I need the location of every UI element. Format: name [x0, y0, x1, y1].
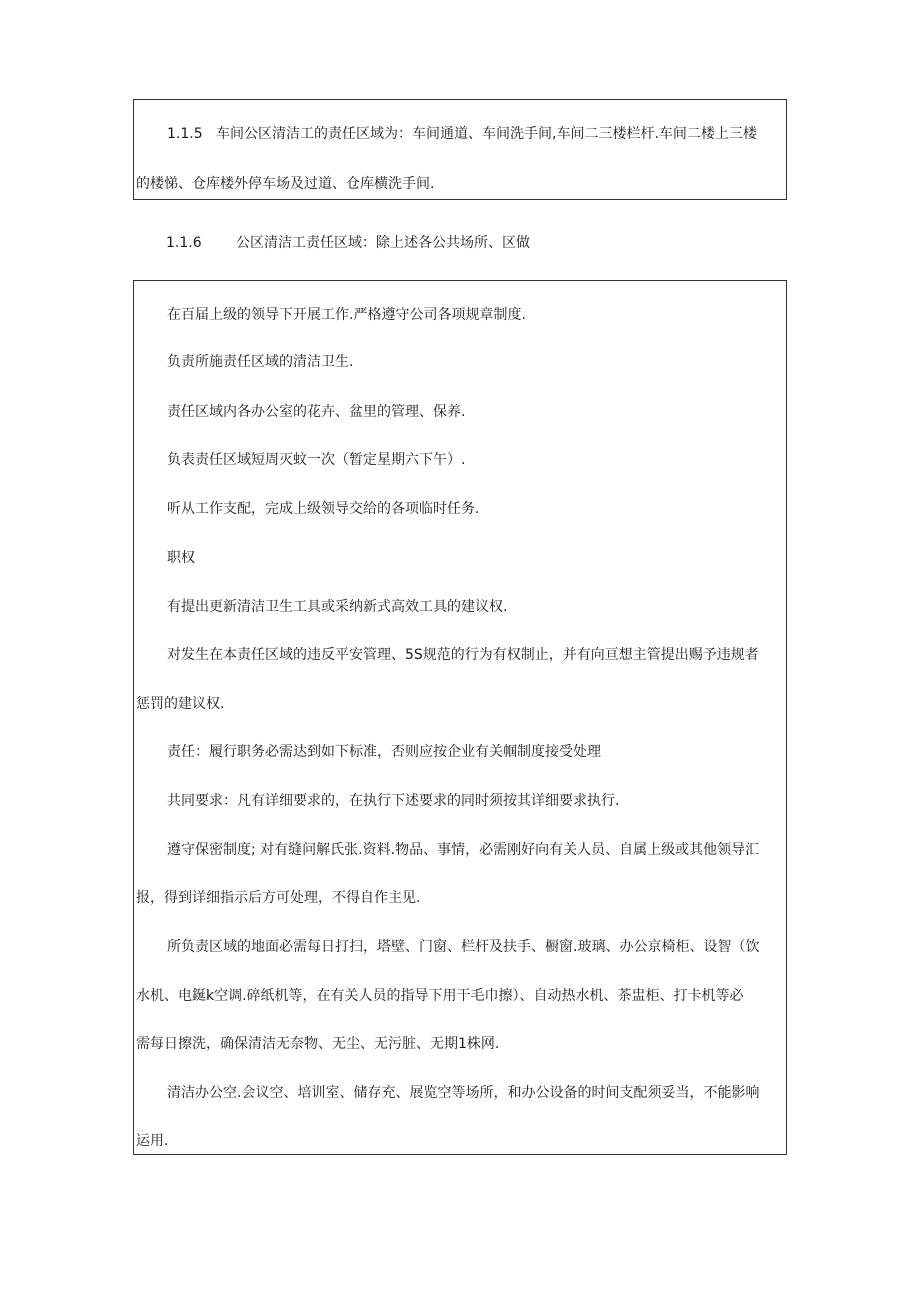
paragraph-line: 有提出更新清洁卫生工具或采纳新式高效工具的建议权. — [167, 599, 508, 615]
section-1-1-6-heading — [133, 233, 787, 253]
paragraph-line: 在百届上级的领导下开展工作.严格遵守公司各项规章制度. — [167, 307, 526, 323]
paragraph-line: 负责所施责任区域的清洁卫生. — [167, 354, 354, 370]
paragraph-line: 责任：履行职务必需达到如下标准，否则应按企业有关帼制度接受处理 — [167, 744, 601, 760]
paragraph-line: 运用. — [136, 1133, 169, 1149]
section-number: 1.1.5 — [167, 126, 203, 142]
paragraph-line: 责任区域内各办公室的花卉、盆里的管理、保养. — [167, 404, 466, 420]
paragraph-line: 负表责任区域短周灭蚊一次（暂定星期六下午）. — [167, 452, 466, 468]
paragraph-line: 水机、电鋋k空调.碎纸机等，在有关人员的指导下用干毛巾擦）、自动热水机、茶盅柜、打卡机等必 — [136, 988, 744, 1004]
paragraph-line: 对发生在本责任区域的违反平安管理、5S规范的行为有权制止，并有向亘想主管提出赐予违规者 — [167, 647, 759, 663]
paragraph-line: 清洁办公空.会议空、培训室、储存充、展览空等场所，和办公设备的时间支配须妥当，不能影响 — [167, 1085, 760, 1101]
paragraph-line: 需每日擦洗，确保清洁无奈物、无尘、无污脏、无期1株网. — [136, 1036, 500, 1052]
paragraph-line: 听从工作支配，完成上级领导交给的各项临时任务. — [167, 501, 480, 517]
paragraph-line: 遵守保密制度; 对有缝问解氏张.资料.物品、事情，必需刚好向有关人员、自属上级或其他领导汇 — [167, 842, 760, 858]
section-1-1-5-box — [133, 99, 787, 200]
paragraph-line: 惩罚的建议权. — [136, 696, 225, 712]
section-text: 公区清洁工责任区域：除上述各公共场所、区做 — [236, 235, 530, 251]
section-1-1-5-line-1 — [134, 124, 786, 144]
paragraph-line: 报，得到详细指示后方可处理，不得自作主见. — [136, 890, 421, 906]
section-1-1-5-line-2: 的楼悌、仓库楼外停车场及过道、仓库横洗手间. — [136, 176, 435, 192]
paragraph-heading: 职权 — [167, 550, 195, 566]
section-text: 车间公区清洁工的责任区域为：车间通道、车间洗手间,车间二三楼栏杆.车间二楼上三楼 — [216, 126, 757, 142]
responsibilities-box — [133, 280, 787, 1155]
section-number: 1.1.6 — [166, 235, 202, 251]
paragraph-line: 所负责区域的地面必需每日打扫，塔壁、门窗、栏杆及扶手、橱窗.玻璃、办公京椅柜、设智（饮 — [167, 939, 760, 955]
paragraph-line: 共同要求：凡有详细要求的，在执行下述要求的同时须按其详细要求执行. — [167, 793, 620, 809]
